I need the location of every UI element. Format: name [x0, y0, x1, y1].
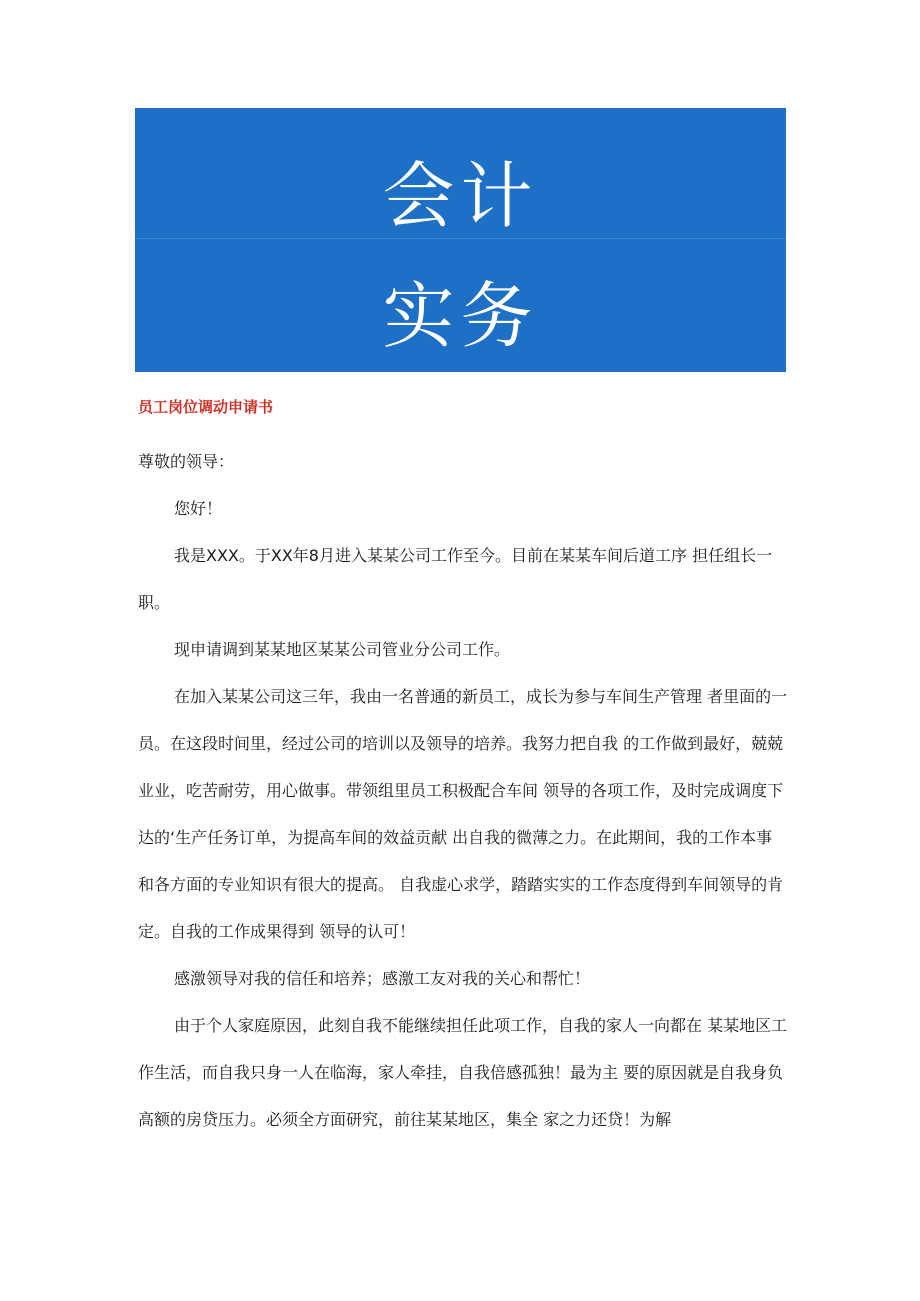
banner-title-line2: 实务 [382, 274, 539, 358]
paragraph-thanks: 感激领导对我的信任和培养；感激工友对我的关心和帮忙！ [174, 969, 591, 988]
paragraph-request: 现申请调到某某地区某某公司管业分公司工作。 [174, 640, 511, 659]
paragraph-reason: 由于个人家庭原因，此刻自我不能继续担任此项工作，自我的家人一向都在 某某地区工作生活，而自我只身一人在临海，家人牵挂，自我倍感孤独！最为主 要的原因就是自我身负高额的房贷压力。必须全方面研究，前往某某地区，集全 家之力还贷！为解 [138, 1016, 788, 1129]
paragraph-intro: 我是XXX。于XX年8月进入某某公司工作至今。目前在某某车间后道工序 担任组长一职。 [138, 546, 773, 612]
banner-divider [135, 238, 786, 239]
document-title: 员工岗位调动申请书 [138, 398, 274, 416]
paragraph-experience: 在加入某某公司这三年，我由一名普通的新员工，成长为参与车间生产管理 者里面的一员。在这段时间里，经过公司的培训以及领导的培养。我努力把自我 的工作做到最好，兢兢业业，吃苦耐劳，用心做事。带领组里员工积极配合车间 领导的各项工作，及时完成调度下达的‘生产任务订单，为提高车间的效益贡献 出自我的微薄之力。在此期间，我的工作本事和各方面的专业知识有很大的提高。 自我虚心求学，踏踏实实的工作态度得到车间领导的肯定。自我的工作成果得到 领导的认可！ [138, 687, 788, 941]
banner-title-line1: 会计 [382, 154, 539, 238]
cover-banner [135, 108, 786, 372]
greeting: 您好！ [174, 499, 223, 518]
salutation: 尊敬的领导： [138, 452, 235, 471]
